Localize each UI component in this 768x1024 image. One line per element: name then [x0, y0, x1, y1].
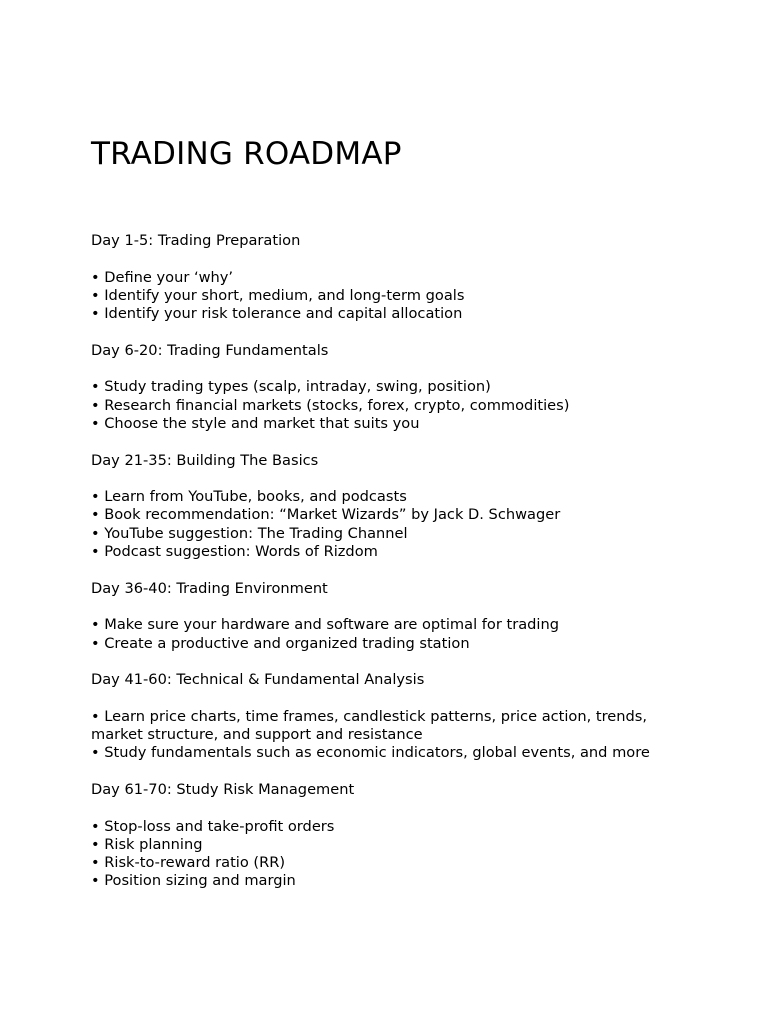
roadmap-section: [91, 580, 651, 653]
bullet-item: • Study fundamentals such as economic indicators, global events, and more: [91, 744, 650, 762]
section-heading: Day 6-20: Trading Fundamentals: [91, 341, 329, 359]
roadmap-section: [91, 671, 651, 762]
section-heading: Day 61-70: Study Risk Management: [91, 780, 355, 798]
bullet-list: [91, 708, 651, 763]
bullet-item: • Stop-loss and take-profit orders: [91, 817, 335, 835]
section-heading: Day 21-35: Building The Basics: [91, 451, 319, 469]
section-heading: Day 1-5: Trading Preparation: [91, 232, 301, 249]
bullet-item: • Identify your risk tolerance and capital allocation: [91, 305, 463, 323]
roadmap-section: [91, 342, 651, 433]
bullet-item: • Research financial markets (stocks, forex, crypto, commodities): [91, 396, 570, 414]
roadmap-content: [91, 232, 651, 909]
bullet-item: • Risk-to-reward ratio (RR): [91, 854, 286, 872]
document-title: TRADING ROADMAP: [91, 136, 402, 172]
bullet-list: [91, 378, 651, 433]
bullet-item: • Create a productive and organized trading station: [91, 634, 470, 652]
section-heading: Day 41-60: Technical & Fundamental Analysis: [91, 671, 425, 689]
roadmap-section: [91, 452, 651, 562]
bullet-list: [91, 269, 651, 324]
bullet-list: [91, 818, 651, 891]
bullet-item: • YouTube suggestion: The Trading Channel: [91, 524, 408, 542]
section-heading: Day 36-40: Trading Environment: [91, 579, 328, 597]
bullet-item: • Risk planning: [91, 835, 203, 853]
bullet-item: • Define your ‘why’: [91, 268, 234, 286]
roadmap-section: [91, 232, 651, 323]
bullet-item: • Identify your short, medium, and long-term goals: [91, 286, 465, 304]
bullet-item: • Study trading types (scalp, intraday, swing, position): [91, 378, 491, 396]
bullet-item: • Make sure your hardware and software are optimal for trading: [91, 616, 559, 634]
bullet-item: • Choose the style and market that suits you: [91, 414, 420, 432]
bullet-item: • Podcast suggestion: Words of Rizdom: [91, 543, 378, 561]
bullet-item: • Learn from YouTube, books, and podcasts: [91, 488, 407, 506]
bullet-item: • Book recommendation: “Market Wizards” by Jack D. Schwager: [91, 506, 561, 524]
roadmap-section: [91, 781, 651, 891]
bullet-list: [91, 488, 651, 561]
bullet-list: [91, 616, 651, 653]
bullet-item: • Position sizing and margin: [91, 872, 296, 890]
bullet-item: • Learn price charts, time frames, candlestick patterns, price action, trends, market structure, and support and resistance: [91, 707, 648, 744]
